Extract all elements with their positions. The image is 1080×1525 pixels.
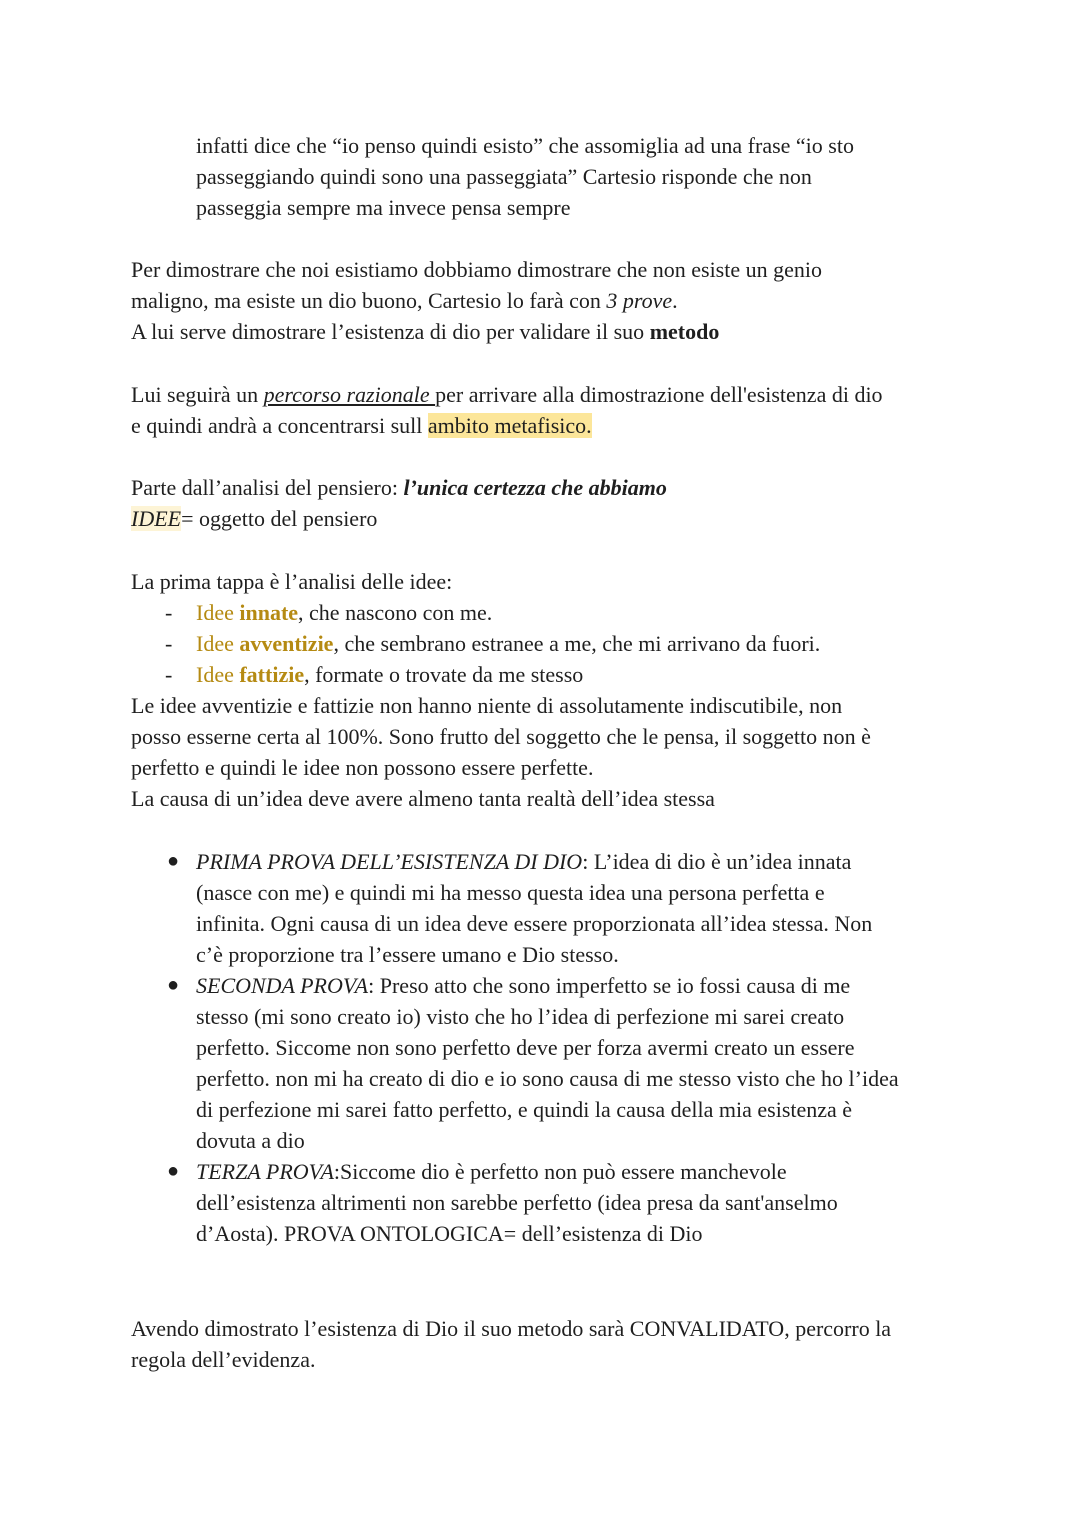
- paragraph-line: regola dell’evidenza.: [131, 1347, 316, 1372]
- text-span: Lui seguirà un: [131, 382, 264, 407]
- proof-text: L’idea di dio è un’idea innata: [593, 849, 852, 874]
- bold-italic-text: l’unica certezza che abbiamo: [403, 475, 667, 500]
- proof-text: c’è proporzione tra l’essere umano e Dio stesso.: [196, 942, 619, 967]
- paragraph-percorso: [131, 379, 961, 441]
- proof-text: perfetto. Siccome non sono perfetto deve per forza avermi creato un essere: [196, 1035, 855, 1060]
- bullet-marker: ●: [167, 1160, 180, 1182]
- proof-text: Siccome dio è perfetto non può essere manchevole: [340, 1159, 787, 1184]
- bullet-marker: ●: [167, 974, 180, 996]
- proof-text: dovuta a dio: [196, 1128, 305, 1153]
- text-span: per arrivare alla dimostrazione dell'esistenza di dio: [435, 382, 883, 407]
- proofs-list: [131, 846, 971, 1249]
- intro-line: passeggiando quindi sono una passeggiata” Cartesio risponde che non: [196, 164, 812, 189]
- paragraph-genio-maligno: [131, 254, 961, 347]
- paragraph-line: Per dimostrare che noi esistiamo dobbiamo dimostrare che non esiste un genio: [131, 257, 823, 282]
- intro-line: passeggia sempre ma invece pensa sempre: [196, 195, 571, 220]
- list-item: [131, 628, 961, 659]
- proof-title: TERZA PROVA: [196, 1159, 334, 1184]
- intro-line: infatti dice che “io penso quindi esisto” che assomiglia ad una frase “io sto: [196, 133, 854, 158]
- paragraph-heading: La prima tappa è l’analisi delle idee:: [131, 569, 453, 594]
- paragraph-line: [131, 285, 961, 316]
- dash-marker: -: [165, 600, 173, 625]
- dash-marker: -: [165, 631, 173, 656]
- text-span: e quindi andrà a concentrarsi sull: [131, 413, 428, 438]
- conclusion-paragraph: [131, 1313, 961, 1375]
- bullet-marker: ●: [167, 850, 180, 872]
- italic-text: 3 prove: [606, 288, 673, 313]
- proof-title: SECONDA PROVA: [196, 973, 369, 998]
- paragraph-line: Le idee avventizie e fattizie non hanno niente di assolutamente indiscutibile, non: [131, 693, 843, 718]
- highlighted-text: ambito metafisico.: [427, 413, 592, 438]
- text-span: Parte dall’analisi del pensiero:: [131, 475, 404, 500]
- proof-item: [131, 970, 971, 1156]
- text-span: :: [582, 849, 594, 874]
- idea-description: , che sembrano estranee a me, che mi arrivano da fuori.: [333, 631, 821, 656]
- idea-description: , che nascono con me.: [298, 600, 493, 625]
- paragraph-line: perfetto e quindi le idee non possono essere perfette.: [131, 755, 594, 780]
- text-span: = oggetto del pensiero: [181, 506, 378, 531]
- ideas-list: [131, 597, 961, 690]
- idea-description: , formate o trovate da me stesso: [304, 662, 584, 687]
- idea-type: innate: [239, 600, 299, 625]
- underlined-italic-text: percorso razionale: [263, 382, 436, 407]
- paragraph-line: [131, 503, 961, 534]
- proof-item: [131, 1156, 971, 1249]
- idea-label: Idee: [196, 631, 240, 656]
- paragraph-line: La causa di un’idea deve avere almeno tanta realtà dell’idea stessa: [131, 786, 715, 811]
- proof-text: (nasce con me) e quindi mi ha messo questa idea una persona perfetta e: [196, 880, 825, 905]
- bold-text: metodo: [649, 319, 720, 344]
- idea-label: Idee: [196, 600, 240, 625]
- list-item: [131, 659, 961, 690]
- paragraph-line: posso esserne certa al 100%. Sono frutto del soggetto che le pensa, il soggetto non è: [131, 724, 871, 749]
- proof-text: dell’esistenza altrimenti non sarebbe perfetto (idea presa da sant'anselmo: [196, 1190, 838, 1215]
- proof-text: stesso (mi sono creato io) visto che ho l’idea di perfezione mi sarei creato: [196, 1004, 845, 1029]
- intro-paragraph: [196, 130, 956, 223]
- paragraph-line: [131, 316, 961, 347]
- text-span: A lui serve dimostrare l’esistenza di dio per validare il suo: [131, 319, 650, 344]
- paragraph-analisi-idee: [131, 566, 961, 814]
- paragraph-pensiero: [131, 472, 961, 534]
- paragraph-line: [131, 410, 961, 441]
- paragraph-line: [131, 379, 961, 410]
- text-span: .: [672, 288, 678, 313]
- proof-title: PRIMA PROVA DELL’ESISTENZA DI DIO: [196, 849, 583, 874]
- proof-text: perfetto. non mi ha creato di dio e io sono causa di me stesso visto che ho l’idea: [196, 1066, 899, 1091]
- proof-text: Preso atto che sono imperfetto se io fossi causa di me: [379, 973, 851, 998]
- proof-text: infinita. Ogni causa di un idea deve essere proporzionata all’idea stessa. Non: [196, 911, 873, 936]
- text-span: :: [333, 1159, 341, 1184]
- proofs-section: [131, 846, 971, 1249]
- text-span: maligno, ma esiste un dio buono, Cartesio lo farà con: [131, 288, 607, 313]
- idea-label: Idee: [196, 662, 240, 687]
- proof-text: d’Aosta). PROVA ONTOLOGICA= dell’esistenza di Dio: [196, 1221, 703, 1246]
- dash-marker: -: [165, 662, 173, 687]
- text-span: :: [368, 973, 380, 998]
- paragraph-line: Avendo dimostrato l’esistenza di Dio il suo metodo sarà CONVALIDATO, percorro la: [131, 1316, 892, 1341]
- proof-text: di perfezione mi sarei fatto perfetto, e quindi la causa della mia esistenza è: [196, 1097, 853, 1122]
- highlighted-italic-text: IDEE: [131, 506, 182, 531]
- idea-type: fattizie: [239, 662, 305, 687]
- list-item: [131, 597, 961, 628]
- paragraph-line: [131, 472, 961, 503]
- idea-type: avventizie: [239, 631, 334, 656]
- proof-item: [131, 846, 971, 970]
